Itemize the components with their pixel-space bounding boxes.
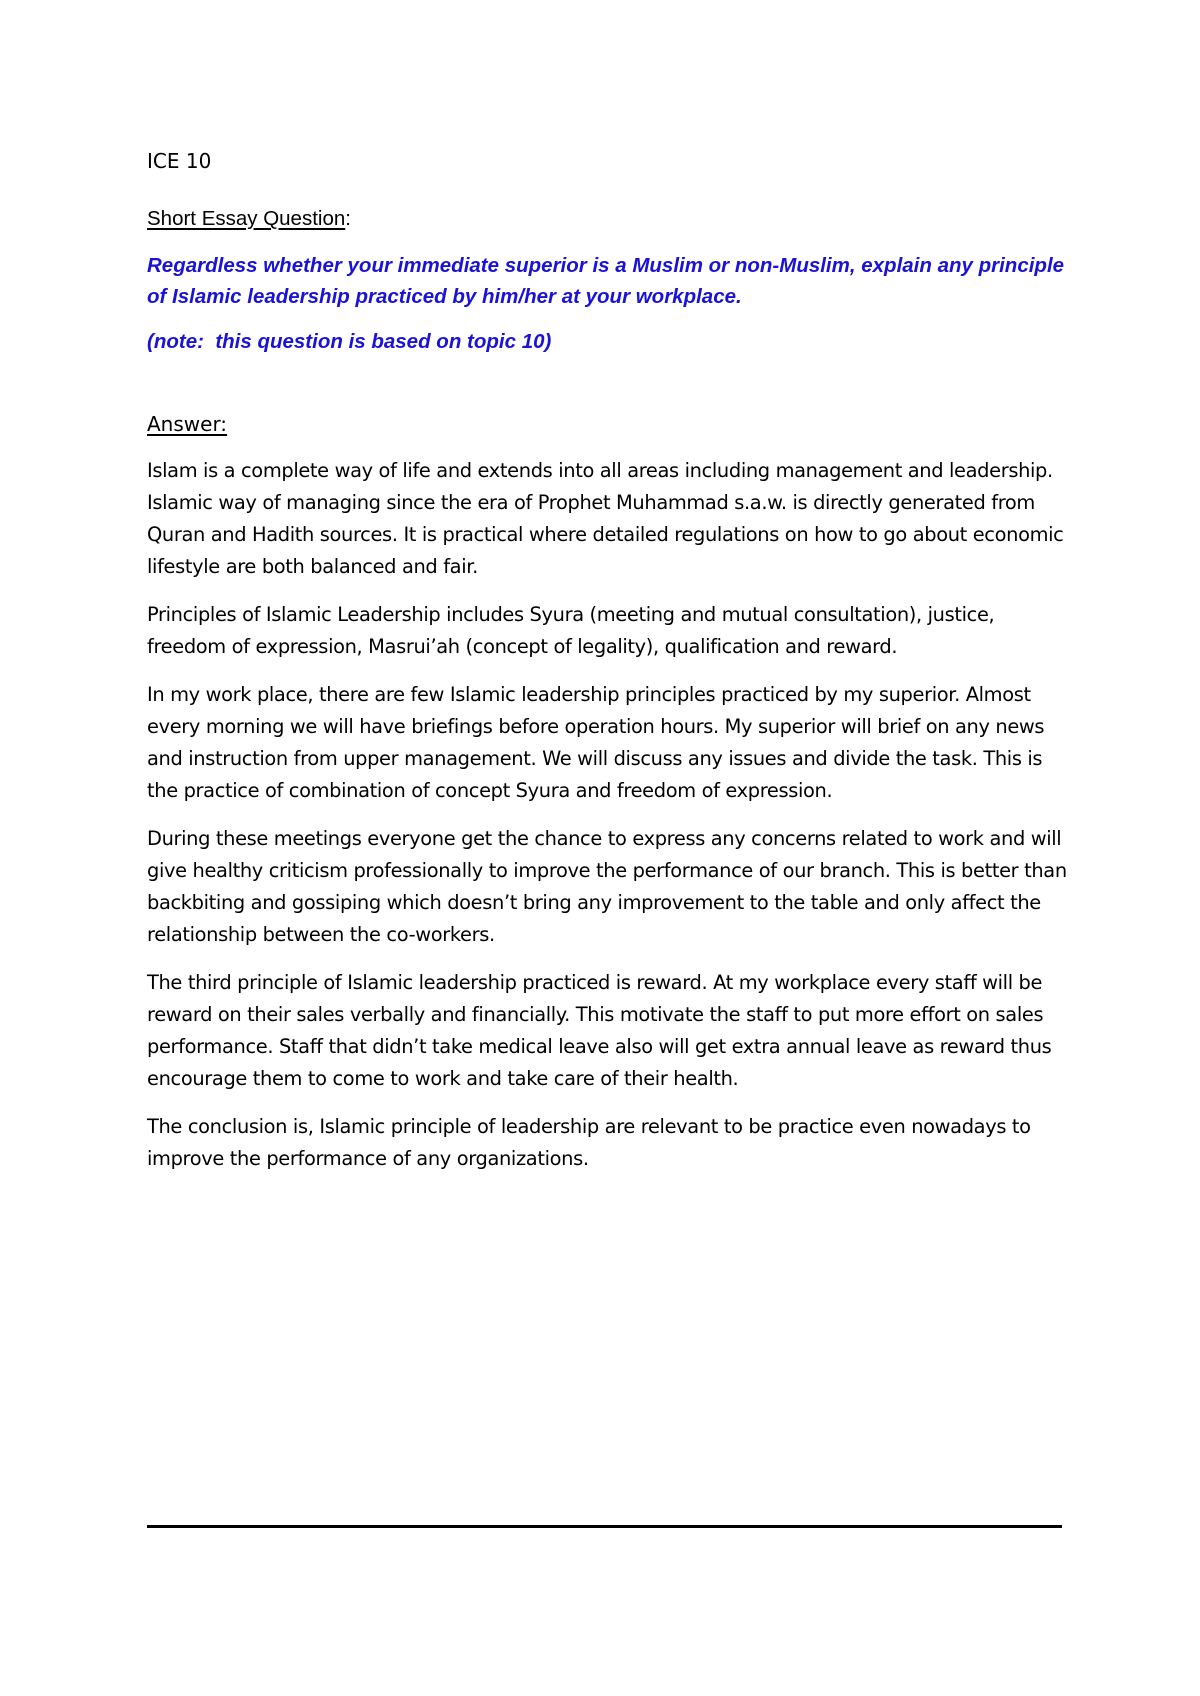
question-note: (note: this question is based on topic 10) (147, 330, 552, 353)
answer-paragraph-2: Principles of Islamic Leadership includes Syura (meeting and mutual consultation), justice, freedom of expression, Masrui’ah (concept of legality), qualification and reward. (147, 603, 995, 658)
question-heading-label: Short Essay Question (147, 207, 346, 230)
answer-label: Answer: (147, 412, 228, 436)
answer-paragraph-1: Islam is a complete way of life and extends into all areas including management and leadership. Islamic way of managing since the era of Prophet Muhammad s.a.w. is directly generated from Quran and Hadith sources. It is practical where detailed regulations on how to go about economic lifestyle are both balanced and fair. (147, 459, 1064, 578)
question-heading (147, 204, 1067, 234)
essay-question: Regardless whether your immediate superior is a Muslim or non-Muslim, explain any principle of Islamic leadership practiced by him/her at your workplace. (147, 254, 1065, 308)
question-heading-colon: : (345, 207, 351, 230)
document-title: ICE 10 (147, 149, 212, 173)
answer-paragraph-3: In my work place, there are few Islamic leadership principles practiced by my superior. Almost every morning we will have briefings before operation hours. My superior will brief on any news and instruction from upper management. We will discuss any issues and divide the task. This is the practice of combination of concept Syura and freedom of expression. (147, 683, 1045, 802)
document-content (147, 146, 1067, 1191)
answer-paragraph-6: The conclusion is, Islamic principle of leadership are relevant to be practice even nowadays to improve the performance of any organizations. (147, 1115, 1031, 1170)
answer-paragraph-4: During these meetings everyone get the chance to express any concerns related to work and will give healthy criticism professionally to improve the performance of our branch. This is better than backbiting and gossiping which doesn’t bring any improvement to the table and only affect the relationship between the co-workers. (147, 827, 1067, 946)
footer-divider (147, 1525, 1062, 1528)
answer-paragraph-5: The third principle of Islamic leadership practiced is reward. At my workplace every staff will be reward on their sales verbally and financially. This motivate the staff to put more effort on sales performance. Staff that didn’t take medical leave also will get extra annual leave as reward thus encourage them to come to work and take care of their health. (147, 971, 1052, 1090)
